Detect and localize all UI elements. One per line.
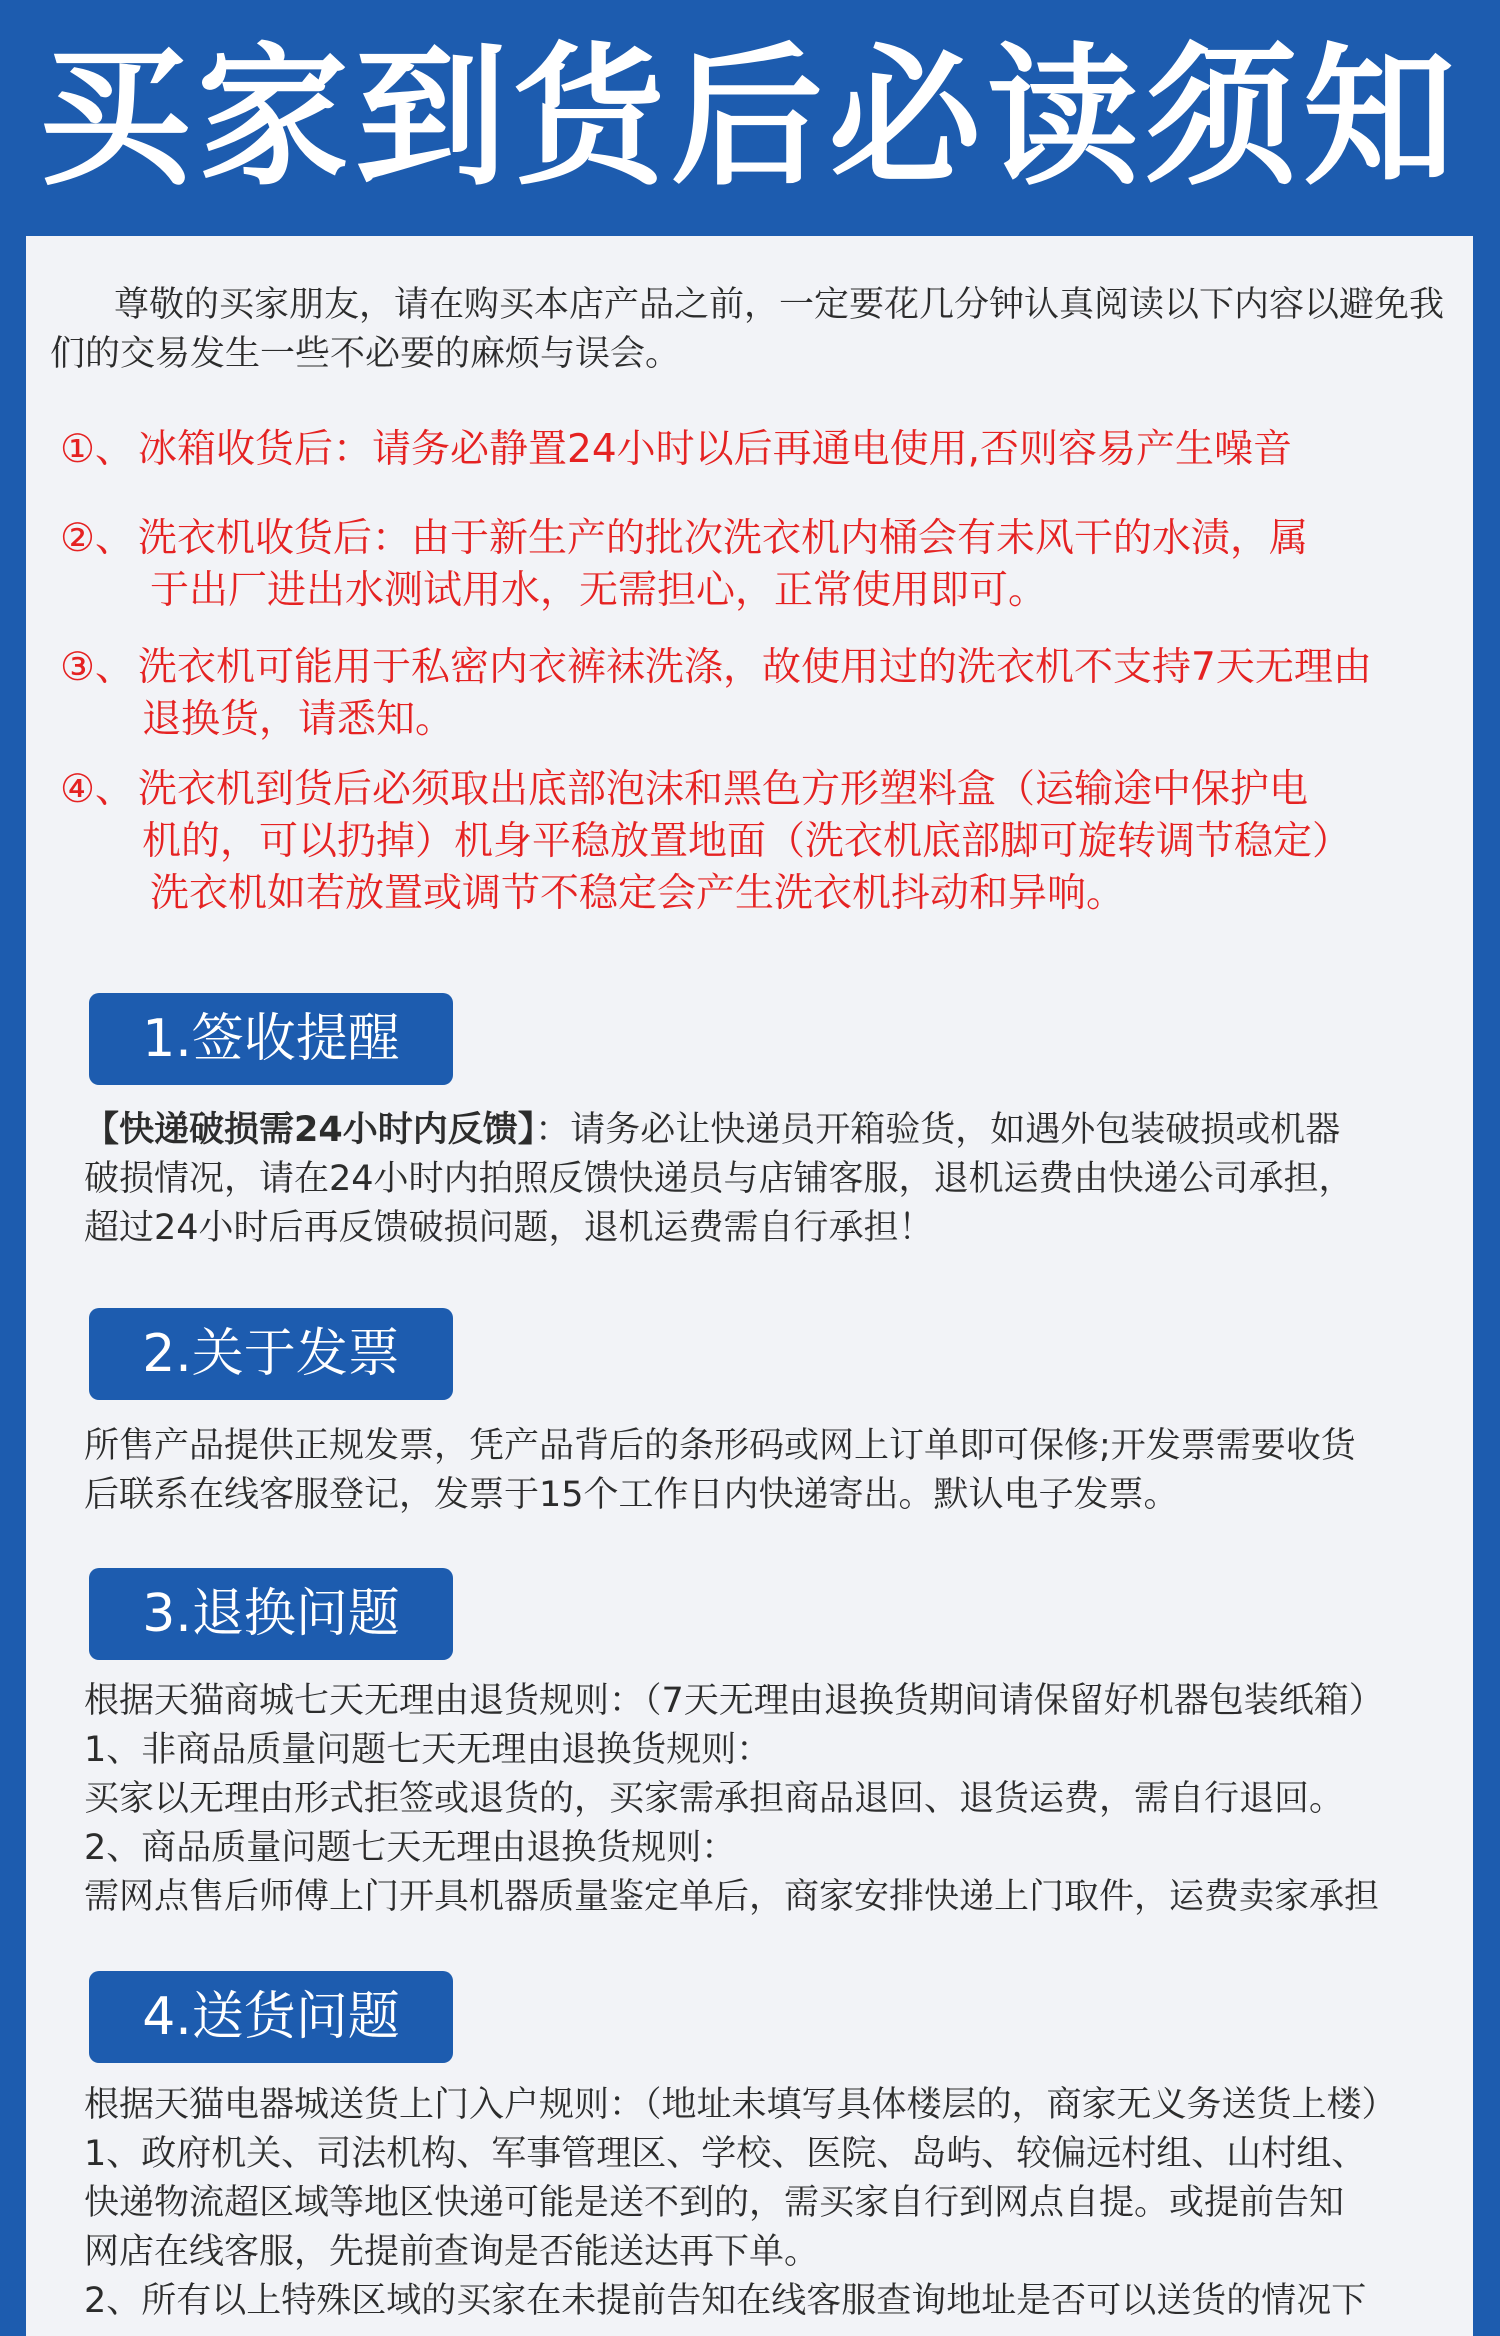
notice-number: ②、 (60, 516, 134, 561)
notice-item-4 (60, 764, 1460, 920)
notice-number: ③、 (60, 645, 134, 690)
notice-number: ④、 (60, 767, 134, 812)
section-body-returns (84, 1677, 1469, 1922)
section-heading-delivery: 4.送货问题 (89, 1971, 453, 2063)
section-body-delivery (84, 2081, 1469, 2326)
notice-item-2 (60, 513, 1460, 617)
section-line (84, 1106, 1469, 1155)
section-body-signing (84, 1106, 1469, 1253)
notice-text: 洗衣机收货后：由于新生产的批次洗衣机内桶会有未风干的水渍，属 (138, 516, 1309, 561)
notice-text: 冰箱收货后：请务必静置24小时以后再通电使用,否则容易产生噪音 (138, 427, 1293, 472)
bold-lead: 【快递破损需24小时内反馈】 (84, 1110, 536, 1150)
section-line: 网店在线客服，先提前查询是否能送达再下单。 (84, 2232, 820, 2272)
notice-text: 于出厂进出水测试用水，无需担心，正常使用即可。 (150, 568, 1048, 613)
notice-text: 退换货，请悉知。 (142, 697, 455, 742)
notice-panel (26, 236, 1473, 2336)
section-line: 所售产品提供正规发票，凭产品背后的条形码或网上订单即可保修;开发票需要收货 (84, 1426, 1356, 1466)
section-body-invoice (84, 1422, 1469, 1520)
notice-text: 洗衣机到货后必须取出底部泡沫和黑色方形塑料盒（运输途中保护电 (138, 767, 1309, 812)
section-line: 破损情况，请在24小时内拍照反馈快递员与店铺客服，退机运费由快递公司承担， (84, 1159, 1354, 1199)
section-heading-returns: 3.退换问题 (89, 1568, 453, 1660)
notice-number: ①、 (60, 427, 134, 472)
section-line: 需网点售后师傅上门开具机器质量鉴定单后，商家安排快递上门取件，运费卖家承担 (84, 1877, 1380, 1917)
section-line-text: ：请务必让快递员开箱验货，如遇外包装破损或机器 (535, 1110, 1341, 1150)
notice-text: 洗衣机如若放置或调节不稳定会产生洗衣机抖动和异响。 (150, 871, 1126, 916)
notice-item-1 (60, 424, 1460, 476)
section-line: 买家以无理由形式拒签或退货的，买家需承担商品退回、退货运费，需自行退回。 (84, 1779, 1345, 1819)
page-title: 买家到货后必读须知 (39, 29, 1461, 206)
notice-item-3 (60, 642, 1460, 746)
section-line: 后联系在线客服登记，发票于15个工作日内快递寄出。默认电子发票。 (84, 1475, 1179, 1515)
notice-text: 机的，可以扔掉）机身平稳放置地面（洗衣机底部脚可旋转调节稳定） (142, 819, 1352, 864)
section-line: 根据天猫电器城送货上门入户规则：（地址未填写具体楼层的，商家无义务送货上楼） (84, 2085, 1397, 2125)
section-line: 1、政府机关、司法机构、军事管理区、学校、医院、岛屿、较偏远村组、山村组、 (84, 2134, 1367, 2174)
section-line: 2、商品质量问题七天无理由退换货规则： (84, 1828, 737, 1868)
notice-text: 洗衣机可能用于私密内衣裤袜洗涤，故使用过的洗衣机不支持7天无理由 (138, 645, 1372, 690)
section-line: 快递物流超区域等地区快递可能是送不到的，需买家自行到网点自提。或提前告知 (84, 2183, 1345, 2223)
section-line: 超过24小时后再反馈破损问题，退机运费需自行承担！ (84, 1208, 934, 1248)
section-heading-invoice: 2.关于发票 (89, 1308, 453, 1400)
section-line: 1、非商品质量问题七天无理由退换货规则： (84, 1730, 772, 1770)
section-heading-signing: 1.签收提醒 (89, 993, 453, 1085)
intro-paragraph: 尊敬的买家朋友，请在购买本店产品之前，一定要花几分钟认真阅读以下内容以避免我们的交易发生一些不必要的麻烦与误会。 (50, 285, 1445, 374)
section-line: 2、所有以上特殊区域的买家在未提前告知在线客服查询地址是否可以送货的情况下 (84, 2281, 1367, 2321)
section-line: 根据天猫商城七天无理由退货规则：（7天无理由退换货期间请保留好机器包装纸箱） (84, 1681, 1384, 1721)
